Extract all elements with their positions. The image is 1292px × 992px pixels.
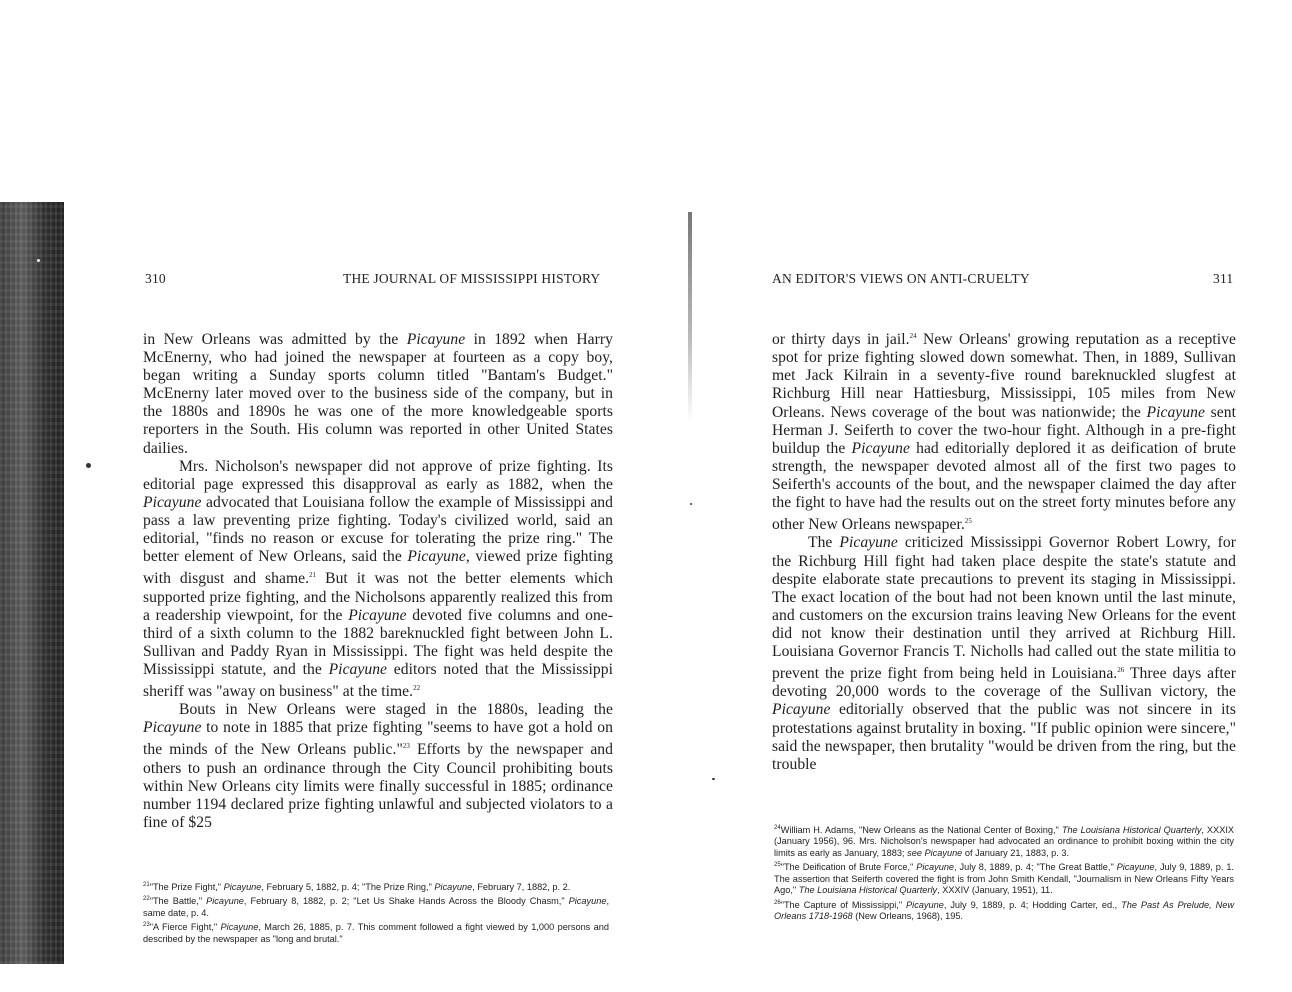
scan-speck — [712, 778, 715, 780]
paragraph: or thirty days in jail.$^{24}$ New Orleans' growing reputation as a receptive spot for prize fighting slowed down somewhat. Then, in 1889, Sullivan met Jack Kilrain in a seventy-five round bareknuckled slugfest at Richburg Hill near Hattiesburg, Mississippi, 105 miles from New Orleans. News coverage of the bout was nationwide; the Picayune sent Herman J. Seiferth to cover the two-hour fight. Although in a pre-fight buildup the Picayune had editorially deplored it as deification of brute strength, the newspaper devoted almost all of the first two pages to Seiferth's accounts of the bout, and the newspaper claimed the day after the fight to have had the results out on the street forty minutes before any other New Orleans newspaper.$^{25}$ — [772, 331, 1236, 534]
footnote: $^{26}$"The Capture of Mississippi," Picayune, July 9, 1889, p. 4; Hodding Carter, ed., The Past As Prelude, New Orleans 1718-1968 (New Orleans, 1968), 195. — [774, 899, 1235, 922]
footnotes — [143, 880, 609, 946]
page-number: 311 — [1213, 271, 1234, 286]
page-number: 310 — [145, 271, 166, 286]
paragraph: The Picayune criticized Mississippi Governor Robert Lowry, for the Richburg Hill fight had taken place despite the state's statute and despite elaborate state precautions to prevent its staging in Mississippi. The exact location of the bout had not been known until the last minute, and customers on the excursion trains leaving New Orleans for the event did not know their destination until they arrived at Richburg Hill. Louisiana Governor Francis T. Nicholls had called out the state militia to prevent the prize fight from being held in Louisiana.$^{26}$ Three days after devoting 20,000 words to the coverage of the Sullivan victory, the Picayune editorially observed that the public was not sincere in its protestations against brutality in boxing. "If public opinion were sincere," said the newspaper, then brutality "would be driven from the ring, but the trouble — [772, 534, 1236, 773]
body-text — [772, 327, 1236, 774]
paragraph: in New Orleans was admitted by the Picayune in 1892 when Harry McEnerny, who had joined the newspaper at fourteen as a copy boy, began writing a Sunday sports column titled "Bantam's Budget." McEnerny later moved over to the business side of the company, but in the 1880s and 1890s he was one of the more knowledgeable sports reporters in the South. His column was reported in other United States dailies. — [143, 331, 613, 457]
paragraph: Mrs. Nicholson's newspaper did not approve of prize fighting. Its editorial page expressed this disapproval as early as 1882, when the Picayune advocated that Louisiana follow the example of Mississippi and pass a law preventing prize fighting. Today's civilized world, said an editorial, "finds no reason or excuse for tolerating the prize ring." The better element of New Orleans, said the Picayune, viewed prize fighting with disgust and shame.$^{21}$ But it was not the better elements which supported prize fighting, and the Nicholsons apparently realized this from a readership viewpoint, for the Picayune devoted five columns and one-third of a sixth column to the 1882 bareknuckled fight between John L. Sullivan and Paddy Ryan in Mississippi. The fight was held despite the Mississippi statute, and the Picayune editors noted that the Mississippi sheriff was "away on business" at the time.$^{22}$ — [143, 457, 614, 701]
book-binding-shadow — [0, 202, 64, 964]
footnotes — [774, 823, 1234, 923]
body-text — [143, 331, 613, 832]
footnote: $^{21}$"The Prize Fight," Picayune, February 5, 1882, p. 4; "The Prize Ring," Picayune, February 7, 1882, p. 2. — [143, 882, 571, 893]
footnote: $^{23}$"A Fierce Fight," Picayune, March 26, 1885, p. 7. This comment followed a fight viewed by 1,000 persons and described by the newspaper as "long and brutal." — [143, 922, 609, 944]
scan-speck — [37, 259, 40, 262]
footnote: $^{25}$"The Deification of Brute Force," Picayune, July 8, 1889, p. 4; "The Great Battle," Picayune, July 9, 1889, p. 1. The assertion that Seiferth covered the fight is from John Smith Kendall, "Journalism in New Orleans Fifty Years Ago," The Louisiana Historical Quarterly, XXXIV (January, 1951), 11. — [774, 862, 1234, 896]
footnote: $^{24}$William H. Adams, "New Orleans as the National Center of Boxing," The Louisiana Historical Quarterly, XXXIX (January 1956), 96. Mrs. Nicholson's newspaper had advocated an ordinance to prohibit boxing within the city limits as early as January, 1883; see Picayune of January 21, 1883, p. 3. — [774, 825, 1234, 858]
paragraph: Bouts in New Orleans were staged in the 1880s, leading the Picayune to note in 1885 that prize fighting "seems to have got a hold on the minds of the New Orleans public."$^{23}$ Efforts by the newspaper and others to push an ordinance through the City Council prohibiting bouts within New Orleans city limits were finally successful in 1885; ordinance number 1194 declared prize fighting unlawful and subjected violators to a fine of $25 — [143, 701, 613, 831]
scan-speck — [690, 503, 692, 505]
gutter-shadow — [688, 212, 692, 422]
running-head: THE JOURNAL OF MISSISSIPPI HISTORY — [343, 271, 601, 286]
scan-speck — [86, 463, 91, 468]
running-head: AN EDITOR'S VIEWS ON ANTI-CRUELTY — [772, 271, 1030, 286]
footnote: $^{22}$"The Battle," Picayune, February 8, 1882, p. 2; "Let Us Shake Hands Across the Bloody Chasm," Picayune, same date, p. 4. — [143, 896, 609, 918]
